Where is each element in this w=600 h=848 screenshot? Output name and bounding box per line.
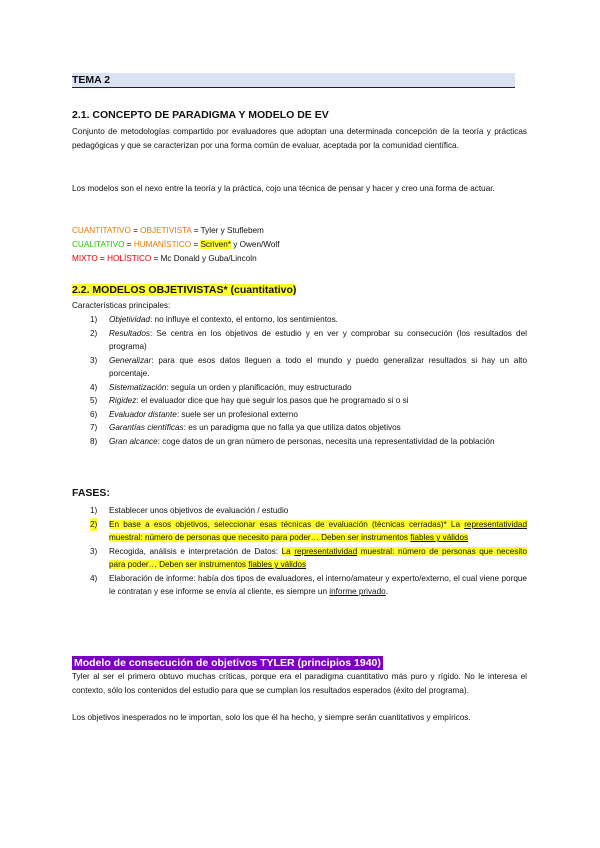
tema-title: TEMA 2 bbox=[72, 74, 111, 86]
paradigm-line-quantitative bbox=[72, 224, 264, 238]
list-item bbox=[72, 313, 527, 327]
list-item bbox=[72, 572, 527, 599]
label-objetivista: OBJETIVISTA bbox=[140, 226, 192, 235]
label-holistico: HOLÍSTICO bbox=[107, 254, 152, 263]
item-number: 8) bbox=[90, 436, 98, 446]
equals: = bbox=[191, 240, 201, 249]
section-2-title bbox=[72, 284, 296, 296]
item-text: : es un paradigma que no falla ya que utiliza datos objetivos bbox=[183, 423, 401, 432]
label-humanistico: HUMANÍSTICO bbox=[133, 240, 192, 249]
fases-list bbox=[72, 504, 527, 599]
item-term: Gran alcance bbox=[109, 436, 158, 446]
scriven-highlight: Scriven* bbox=[200, 240, 231, 249]
section-1-title: 2.1. CONCEPTO DE PARADIGMA Y MODELO DE EV bbox=[72, 109, 329, 121]
underlined-term: representatividad bbox=[294, 546, 358, 556]
paradigm-line-qualitative bbox=[72, 238, 280, 252]
label-cuantitativo: CUANTITATIVO bbox=[72, 226, 131, 235]
item-number: 4) bbox=[90, 573, 98, 583]
equals: = bbox=[124, 240, 134, 249]
list-item bbox=[72, 408, 527, 422]
list-item bbox=[72, 421, 527, 435]
item-text: : Se centra en los objetivos de estudio y en ver y comprobar su consecución (los resultados del programa) bbox=[109, 328, 527, 351]
tyler-title-text: Modelo de consecución de objetivos TYLER (principios 1940) bbox=[74, 657, 381, 669]
item-term: Garantías científicas bbox=[109, 423, 184, 432]
item-term: Objetividad bbox=[109, 315, 150, 324]
item-text: : suele ser un profesional externo bbox=[176, 409, 298, 419]
item-text: : el evaluador dice que hay que seguir los pasos que he programado si o si bbox=[136, 396, 409, 405]
underlined-term: fiables y válidos bbox=[410, 533, 469, 542]
fases-title: FASES: bbox=[72, 487, 110, 499]
item-term: Sistematización bbox=[109, 382, 167, 392]
label-mixto: MIXTO bbox=[72, 254, 98, 263]
item-text: : coge datos de un gran número de personas, necesita una representatividad de la población bbox=[157, 436, 495, 446]
item-text: La bbox=[281, 546, 295, 556]
item-text: : no influye el contexto, el entorno, los sentimientos. bbox=[149, 315, 338, 324]
item-term: Generalizar bbox=[109, 355, 152, 365]
tyler-title bbox=[72, 653, 383, 671]
item-text: Recogida, análisis e interpretación de Datos: bbox=[109, 546, 282, 556]
item-number: 6) bbox=[90, 409, 98, 419]
item-text: : para que esos datos lleguen a todo el mundo y puedo generalizar resultados si hay un alto porcentaje. bbox=[109, 355, 527, 378]
item-number: 2) bbox=[90, 328, 98, 338]
equals: = bbox=[97, 254, 108, 263]
item-number: 4) bbox=[90, 382, 98, 392]
list-item bbox=[72, 394, 527, 408]
section-2-title-text: 2.2. MODELOS OBJETIVISTAS* (cuantitativo) bbox=[72, 284, 297, 296]
item-number: 5) bbox=[90, 396, 98, 405]
paradigm-line-mixed bbox=[72, 252, 257, 266]
list-item bbox=[72, 381, 527, 395]
tyler-paragraph-2: Los objetivos inesperados no le importan, solo los que él ha hecho, y siempre serán cuantitativos y empíricos. bbox=[72, 713, 471, 722]
item-text: En base a esos objetivos, seleccionar esas técnicas de evaluación (técnicas cerradas)* La bbox=[109, 519, 465, 529]
list-item bbox=[72, 545, 527, 572]
item-number: 2) bbox=[90, 518, 97, 532]
item-term: Rigidez bbox=[109, 396, 137, 405]
authors-mixed: = Mc Donald y Guba/Lincoln bbox=[151, 254, 257, 263]
underlined-term: fiables y válidos bbox=[248, 560, 307, 569]
item-text: muestral: número de personas que necesito para poder… Deben ser instrumentos bbox=[109, 533, 411, 542]
list-item bbox=[72, 327, 527, 354]
equals: = bbox=[130, 226, 141, 235]
label-cualitativo: CUALITATIVO bbox=[72, 240, 125, 249]
item-text: muestral: número de personas que necesito para poder… Deben ser instrumentos bbox=[109, 546, 527, 569]
item-number: 7) bbox=[90, 423, 98, 432]
item-term: Evaluador distante bbox=[109, 409, 177, 419]
item-text: : seguía un orden y planificación, muy estructurado bbox=[166, 382, 352, 392]
item-text: . bbox=[385, 587, 388, 596]
list-item bbox=[72, 435, 527, 449]
tema-heading bbox=[72, 73, 515, 88]
item-number: 1) bbox=[90, 315, 98, 324]
section-1-paragraph-2: Los modelos son el nexo entre la teoría y la práctica, cojo una técnica de pensar y hacer y creo una forma de actuar. bbox=[72, 184, 495, 193]
item-term: Resultados bbox=[109, 328, 150, 338]
tyler-paragraph-1: Tyler al ser el primero obtuvo muchas críticas, porque era el paradigma cuantitativo más puro y rígido. No le interesa el contexto, sólo los contenidos del estudio para que se cumplan los resultados esperados (éxito del programa). bbox=[72, 672, 527, 695]
list-item bbox=[72, 518, 527, 545]
item-number: 3) bbox=[90, 546, 98, 556]
section-1-paragraph-1: Conjunto de metodologías compartido por evaluadores que adoptan una determinada concepción de la teoría y prácticas pedagógicas y que se caracterizan por una forma común de evaluar, aceptada por la comunidad científica. bbox=[72, 127, 527, 150]
list-item bbox=[72, 354, 527, 381]
list-item bbox=[72, 504, 527, 518]
characteristics-list bbox=[72, 313, 527, 448]
item-text: Elaboración de informe: había dos tipos de evaluadores, el interno/amateur y experto/externo, el cual viene porque le contratan y ese informe se envía al cliente, es siempre un bbox=[109, 573, 527, 596]
item-text: Establecer unos objetivos de evaluación / estudio bbox=[109, 506, 289, 515]
item-number: 3) bbox=[90, 355, 98, 365]
underlined-term: informe privado bbox=[329, 587, 386, 596]
authors-qualitative: y Owen/Wolf bbox=[230, 240, 280, 249]
underlined-term: representatividad bbox=[464, 519, 527, 529]
item-number: 1) bbox=[90, 506, 98, 515]
authors-quantitative: = Tyler y Stuflebem bbox=[191, 226, 264, 235]
section-2-intro: Características principales: bbox=[72, 301, 171, 310]
